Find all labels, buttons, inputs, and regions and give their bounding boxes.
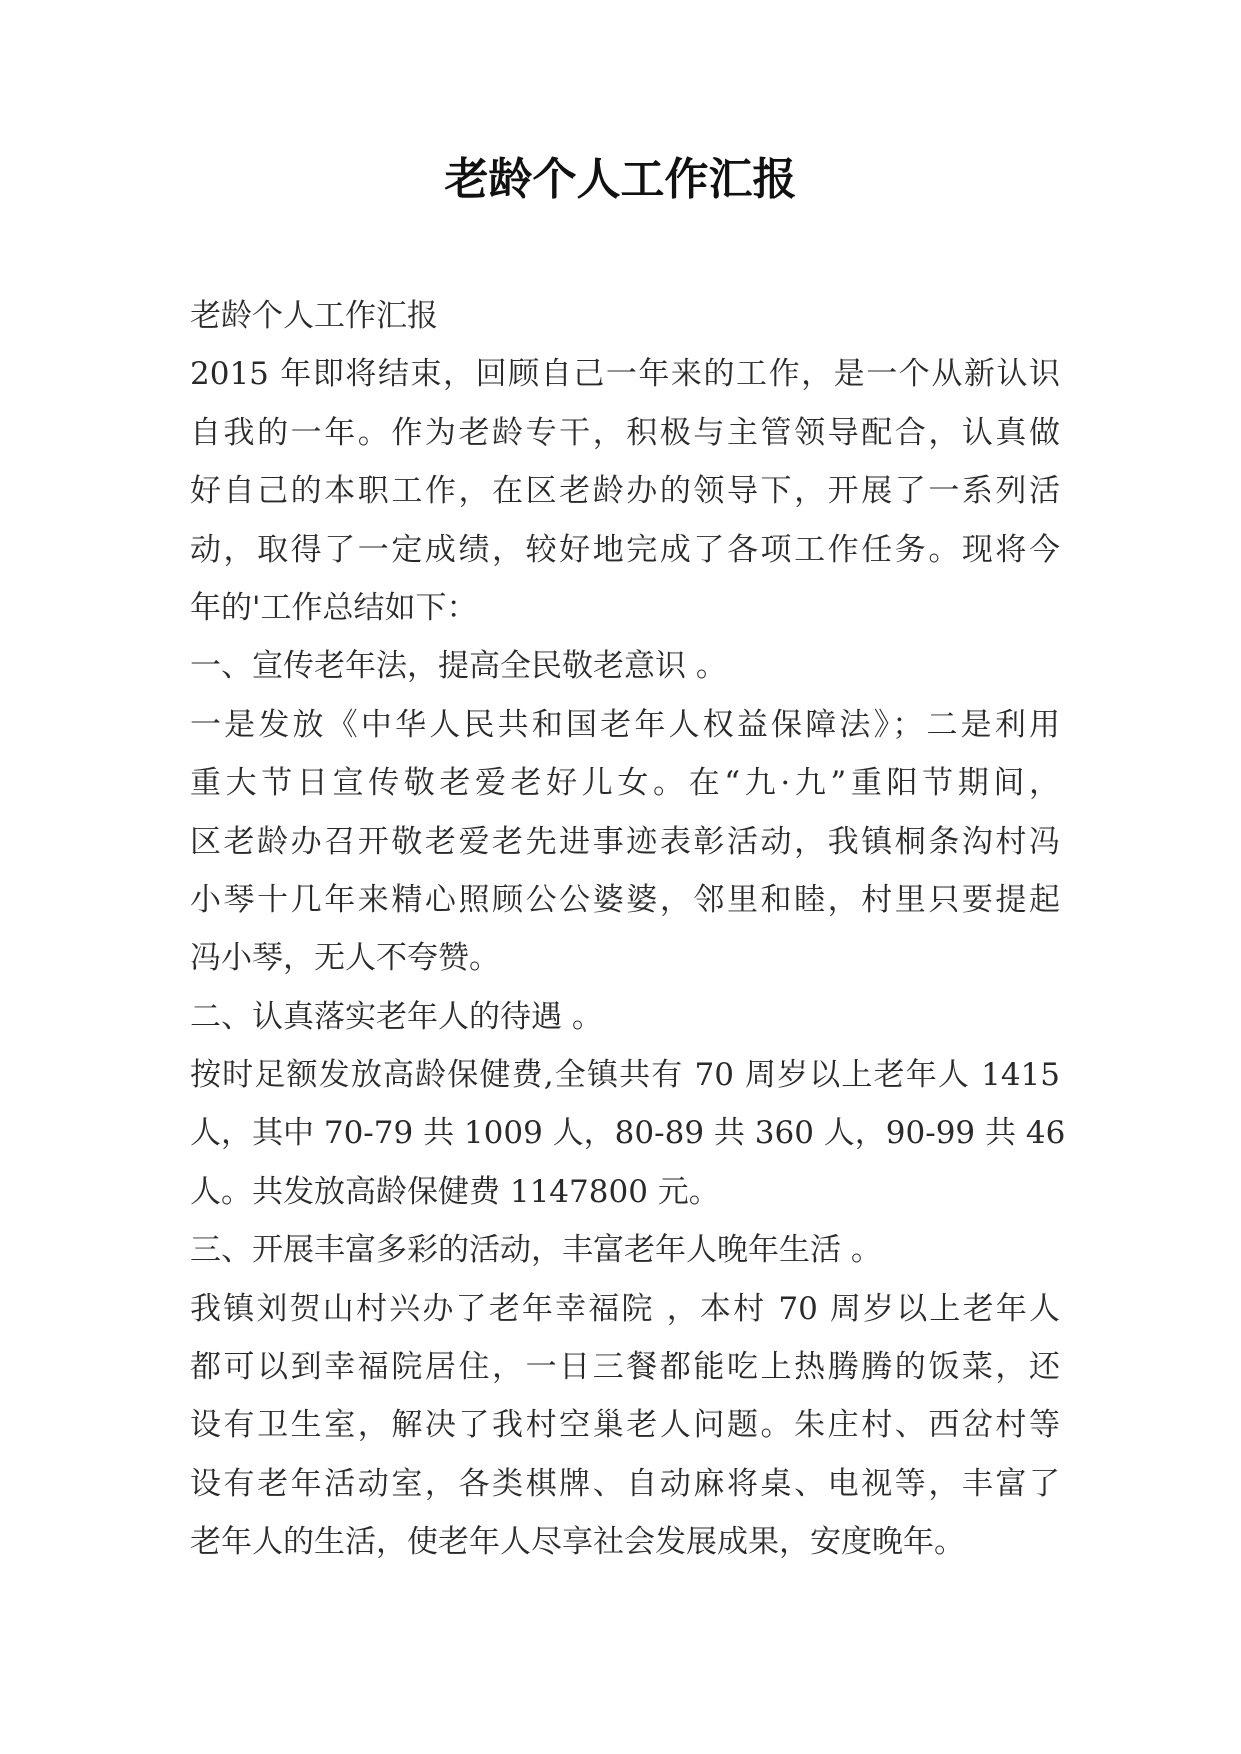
section-heading-1: 一、宣传老年法，提高全民敬老意识 。 <box>190 648 727 685</box>
section-heading-2: 二、认真落实老年人的待遇 。 <box>190 998 603 1035</box>
body-line: 设有老年活动室，各类棋牌、自动麻将桌、电视等，丰富了 <box>190 1465 1060 1502</box>
body-line: 按时足额发放高龄保健费,全镇共有 70 周岁以上老年人 1415 <box>190 1057 1060 1094</box>
body-line: 冯小琴，无人不夸赞。 <box>190 940 500 977</box>
document-title: 老龄个人工作汇报 <box>444 154 797 205</box>
body-line: 动，取得了一定成绩，较好地完成了各项工作任务。现将今 <box>190 531 1060 568</box>
body-line-subtitle: 老龄个人工作汇报 <box>190 298 438 334</box>
body-line: 好自己的本职工作，在区老龄办的领导下，开展了一系列活 <box>190 473 1060 510</box>
body-line: 都可以到幸福院居住，一日三餐都能吃上热腾腾的饭菜，还 <box>190 1349 1060 1386</box>
body-line: 人，其中 70-79 共 1009 人，80-89 共 360 人，90-99 共 46 <box>190 1115 1066 1152</box>
body-line: 年的'工作总结如下： <box>190 589 478 626</box>
body-line: 设有卫生室，解决了我村空巢老人问题。朱庄村、西岔村等 <box>190 1407 1060 1444</box>
body-line: 自我的一年。作为老龄专干，积极与主管领导配合，认真做 <box>190 414 1060 451</box>
body-line: 我镇刘贺山村兴办了老年幸福院 ，本村 70 周岁以上老年人 <box>190 1290 1060 1327</box>
body-line: 人。共发放高龄保健费 1147800 元。 <box>190 1173 720 1210</box>
body-line: 一是发放《中华人民共和国老年人权益保障法》；二是利用 <box>190 706 1060 743</box>
body-line: 重大节日宣传敬老爱老好儿女。在“九·九”重阳节期间， <box>190 765 1060 802</box>
body-line: 小琴十几年来精心照顾公公婆婆，邻里和睦，村里只要提起 <box>190 881 1060 918</box>
document-body <box>190 287 1066 1572</box>
body-line: 2015 年即将结束，回顾自己一年来的工作，是一个从新认识 <box>190 356 1060 393</box>
body-line: 老年人的生活，使老年人尽享社会发展成果，安度晚年。 <box>190 1524 965 1561</box>
body-line: 区老龄办召开敬老爱老先进事迹表彰活动，我镇桐条沟村冯 <box>190 823 1060 860</box>
section-heading-3: 三、开展丰富多彩的活动，丰富老年人晚年生活 。 <box>190 1232 882 1269</box>
